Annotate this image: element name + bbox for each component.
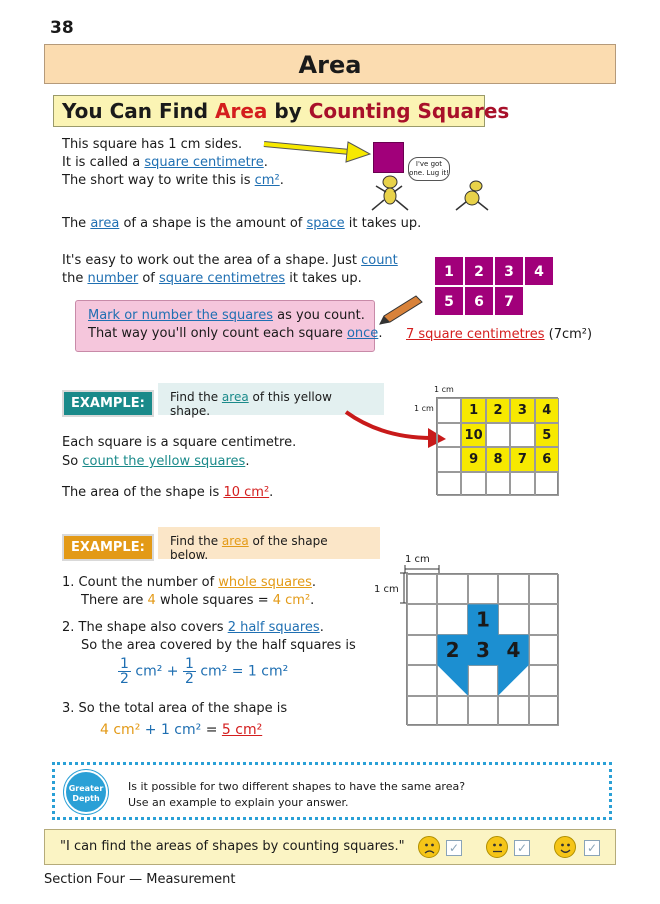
grid-1-top-label: 1 cm: [434, 385, 454, 394]
ex2-step-2b: So the area covered by the half squares is: [81, 638, 356, 653]
blue-shape-digit: 2: [445, 638, 460, 662]
scroll-mark: Mark or number the squares: [88, 308, 274, 323]
ex2-qc: of the shape below.: [170, 534, 328, 562]
ant-character-2-icon: [448, 178, 498, 212]
eq-plus: +: [166, 663, 179, 680]
def-a: The: [62, 216, 91, 231]
speech-bubble: I've got one. Lug it!: [408, 157, 450, 181]
frac2-den: 2: [184, 671, 194, 687]
example-1-line-3: [62, 484, 273, 502]
scroll-line-2: [88, 325, 382, 343]
ex1-l3c: .: [269, 485, 274, 500]
yellow-cell: 10: [461, 423, 485, 448]
grid-2: [406, 573, 558, 725]
ex1-count-yellow: count the yellow squares: [82, 454, 246, 469]
intro-l2a: It is called a: [62, 155, 145, 170]
grid-1-cell: [510, 423, 534, 448]
answer-1: [406, 326, 592, 344]
yellow-cell: 4: [535, 398, 559, 423]
eq-cm2-1: cm²: [135, 663, 163, 680]
grid-1-side-label: 1 cm: [414, 404, 434, 413]
def-c: of a shape is the amount of: [119, 216, 307, 231]
intro-l3c: .: [279, 173, 284, 188]
heading-part3: by: [267, 99, 309, 123]
happy-face-icon: [554, 836, 576, 858]
magenta-cell: 5: [434, 286, 464, 316]
fraction-1: [118, 657, 131, 686]
ex2-half-squares: 2 half squares: [227, 620, 320, 635]
def-space: space: [306, 216, 345, 231]
ex2-s1e: 4: [147, 593, 156, 608]
ex2-s1a: 1. Count the number of: [62, 575, 219, 590]
ex2-s1f: whole squares =: [155, 593, 273, 608]
page-number: 38: [50, 18, 74, 38]
easy-c: the: [62, 271, 88, 286]
total-a: 4 cm²: [100, 722, 141, 738]
example-1-line-1: Each square is a square centimetre.: [62, 435, 297, 450]
ex1-qc: of this yellow shape.: [170, 390, 332, 418]
happy-checkbox[interactable]: ✓: [584, 840, 600, 856]
scroll-line-1: [88, 307, 365, 325]
intro-line-2: [62, 154, 268, 172]
fraction-2: [183, 657, 196, 686]
sad-checkbox[interactable]: ✓: [446, 840, 462, 856]
neutral-face-icon: [486, 836, 508, 858]
grid-1-cell: [535, 472, 559, 497]
eq-result: = 1 cm²: [231, 663, 289, 680]
intro-l3a: The short way to write this is: [62, 173, 255, 188]
scroll-e: .: [378, 326, 383, 341]
badge-l2: Depth: [72, 794, 100, 803]
ex2-area: area: [221, 534, 249, 548]
yellow-cell: 1: [461, 398, 485, 423]
grid-1-cell: [486, 423, 510, 448]
scroll-once: once: [346, 326, 379, 341]
example-2-question: [158, 527, 380, 562]
intro-line-3: [62, 172, 284, 190]
ex1-qa: Find the: [170, 390, 222, 404]
ex1-l2a: So: [62, 454, 83, 469]
ex2-step-2: [62, 619, 324, 637]
self-check-statement: "I can find the areas of shapes by counting squares.": [60, 839, 405, 854]
heading-part4: Counting Squares: [308, 99, 510, 123]
ex1-l2c: .: [245, 454, 250, 469]
grid-2-top-label: 1 cm: [405, 554, 430, 565]
ex2-step-3: 3. So the total area of the shape is: [62, 701, 288, 716]
ex2-qa: Find the: [170, 534, 222, 548]
example-1-line-2: [62, 453, 249, 471]
blue-shape: [407, 574, 559, 726]
eq-cm2-2: cm²: [200, 663, 228, 680]
grid-1-cell: [437, 398, 461, 423]
badge-l1: Greater: [68, 784, 104, 793]
blue-shape-digit: 1: [476, 607, 490, 632]
magenta-cell: 3: [494, 256, 524, 286]
grid-2-side-label: 1 cm: [374, 584, 399, 595]
magenta-cell: 4: [524, 256, 554, 286]
blue-shape-digit: 3: [476, 638, 490, 662]
easy-g: it takes up.: [285, 271, 362, 286]
greater-depth-badge: [64, 770, 108, 814]
cm2-term: cm²: [254, 173, 280, 188]
example-1-tag: EXAMPLE:: [62, 390, 154, 417]
def-e: it takes up.: [344, 216, 422, 231]
total-equation: [100, 722, 262, 738]
ex2-s2c: .: [319, 620, 324, 635]
scroll-b: as you count.: [273, 308, 365, 323]
total-answer: 5 cm²: [221, 722, 263, 738]
area-definition: [62, 215, 421, 233]
grid-1-cell: [437, 423, 461, 448]
yellow-cell: 6: [535, 447, 559, 472]
easy-e: of: [138, 271, 160, 286]
easy-line-2: [62, 270, 362, 288]
yellow-arrow-icon: [260, 138, 375, 168]
answer-1-b: (7cm²): [544, 327, 593, 342]
scroll-c: That way you'll only count each square: [88, 326, 347, 341]
sad-face-icon: [418, 836, 440, 858]
section-heading: [53, 95, 510, 127]
ex2-s1g: 4 cm²: [272, 593, 311, 608]
yellow-cell: 5: [535, 423, 559, 448]
magenta-cell: 2: [464, 256, 494, 286]
total-b: +: [140, 722, 161, 738]
grid-1-cell: [437, 472, 461, 497]
yellow-cell: 8: [486, 447, 510, 472]
page-title: Area: [44, 44, 616, 84]
ex1-l3a: The area of the shape is: [62, 485, 224, 500]
ex2-s2a: 2. The shape also covers: [62, 620, 228, 635]
total-c: 1 cm²: [160, 722, 202, 738]
ex2-s1d: There are: [81, 593, 148, 608]
def-area: area: [90, 216, 120, 231]
ex2-whole-squares: whole squares: [218, 575, 312, 590]
intro-l2c: .: [263, 155, 268, 170]
magenta-cell: 7: [494, 286, 524, 316]
easy-number: number: [87, 271, 139, 286]
ex2-step-1b: [81, 592, 314, 610]
total-d: =: [201, 722, 222, 738]
magenta-cell: 1: [434, 256, 464, 286]
yellow-cell: 2: [486, 398, 510, 423]
intro-line-1: This square has 1 cm sides.: [62, 137, 243, 152]
greater-depth-question-2: Use an example to explain your answer.: [128, 796, 349, 809]
pen-icon: [376, 292, 426, 328]
ex2-s1c: .: [311, 575, 317, 590]
magenta-cell: 6: [464, 286, 494, 316]
grid-1-cell: [461, 472, 485, 497]
heading-part2: Area: [215, 99, 268, 123]
easy-a: It's easy to work out the area of a shape. Just: [62, 253, 362, 268]
footer: Section Four — Measurement: [44, 872, 236, 887]
grid-1-cell: [510, 472, 534, 497]
blue-shape-digit: 4: [506, 638, 521, 662]
ex1-answer: 10 cm²: [223, 485, 270, 500]
easy-line-1: [62, 252, 398, 270]
easy-sqcm: square centimetres: [159, 271, 286, 286]
ex1-area: area: [221, 390, 249, 404]
frac1-num: 1: [120, 656, 129, 672]
grid-1-cell: [437, 447, 461, 472]
example-2-tag: EXAMPLE:: [62, 534, 154, 561]
yellow-cell: 9: [461, 447, 485, 472]
yellow-cell: 3: [510, 398, 534, 423]
yellow-cell: 7: [510, 447, 534, 472]
one-cm-square: [373, 142, 404, 173]
heading-part1: You Can Find: [62, 99, 215, 123]
easy-count: count: [361, 253, 398, 268]
neutral-checkbox[interactable]: ✓: [514, 840, 530, 856]
ex2-step-1: [62, 574, 316, 592]
frac1-den: 2: [120, 671, 129, 687]
half-squares-equation: [118, 657, 288, 686]
answer-1-sqcm: 7 square centimetres: [406, 327, 545, 342]
grid-1-cell: [486, 472, 510, 497]
greater-depth-question-1: Is it possible for two different shapes to have the same area?: [128, 780, 466, 793]
square-centimetre-term: square centimetre: [144, 155, 264, 170]
ex2-s1h: .: [310, 593, 315, 608]
grid-1: [436, 397, 558, 495]
magenta-grid: [434, 256, 558, 316]
frac2-num: 1: [184, 656, 194, 672]
